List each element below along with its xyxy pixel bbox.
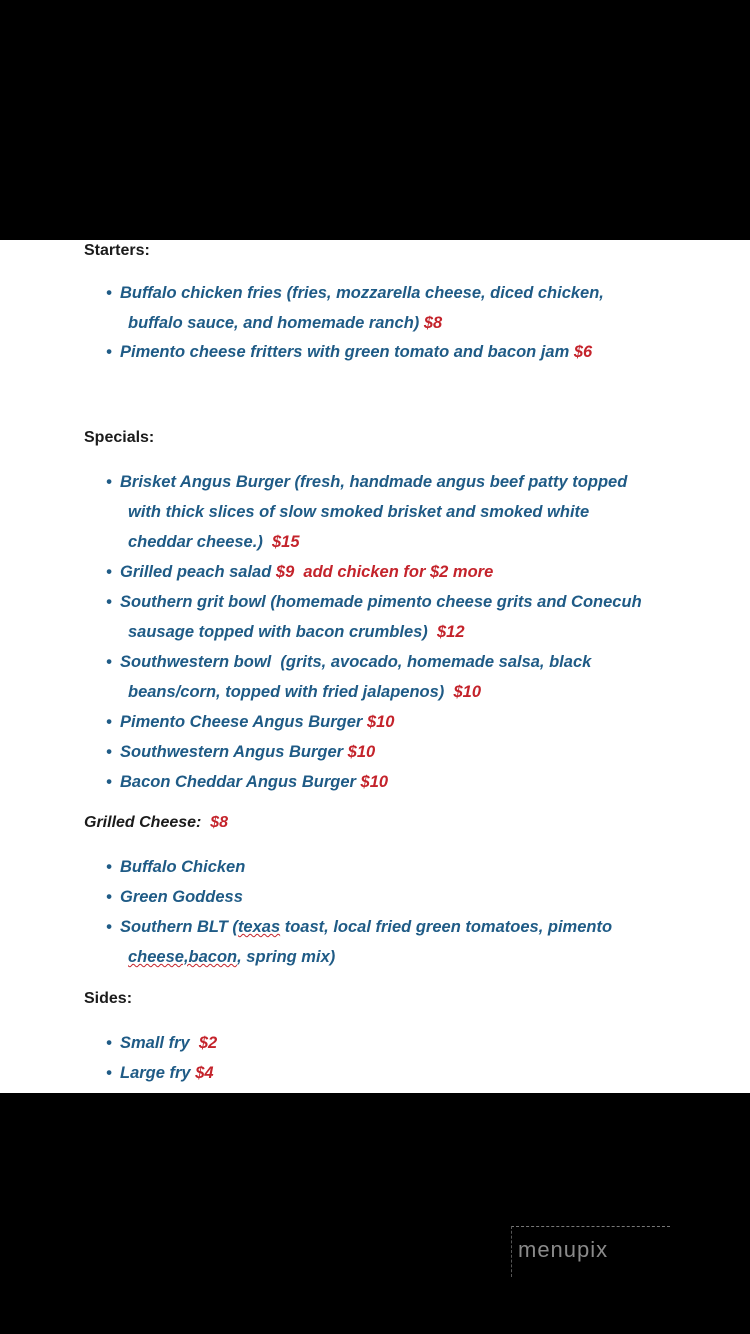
list-item: • Large fry $4 bbox=[106, 1064, 214, 1082]
list-item: • Small fry $2 bbox=[106, 1034, 218, 1052]
list-item: • Pimento Cheese Angus Burger $10 bbox=[106, 713, 395, 731]
list-item: • Southwestern bowl (grits, avocado, homemade salsa, black beans/corn, topped with fried jalapenos) $10 bbox=[106, 653, 592, 701]
specials-heading: Specials: bbox=[84, 429, 155, 446]
list-item: • Pimento cheese fritters with green tomato and bacon jam $6 bbox=[106, 343, 593, 362]
grilled-cheese-list bbox=[106, 852, 612, 972]
list-item: • Grilled peach salad $9 add chicken for $2 more bbox=[106, 563, 494, 581]
list-item: • Bacon Cheddar Angus Burger $10 bbox=[106, 773, 389, 791]
sides-list bbox=[106, 1028, 217, 1088]
grilled-cheese-heading: Grilled Cheese: $8 bbox=[84, 814, 229, 831]
list-item: • Southern BLT (texas toast, local fried green tomatoes, pimento cheese,bacon, spring mix) bbox=[106, 918, 613, 966]
list-item: • Southern grit bowl (homemade pimento cheese grits and Conecuh sausage topped with bacon crumbles) $12 bbox=[106, 593, 642, 641]
watermark-text: menupix bbox=[518, 1237, 609, 1262]
list-item: • Southwestern Angus Burger $10 bbox=[106, 743, 376, 761]
starters-list bbox=[106, 279, 604, 368]
list-item: • Buffalo Chicken bbox=[106, 858, 246, 876]
menupix-watermark bbox=[511, 1226, 670, 1277]
menu-page bbox=[0, 240, 750, 1093]
specials-list bbox=[106, 467, 642, 797]
list-item: • Green Goddess bbox=[106, 888, 243, 906]
list-item: • Buffalo chicken fries (fries, mozzarella cheese, diced chicken, buffalo sauce, and homemade ranch) $8 bbox=[106, 284, 604, 332]
starters-heading: Starters: bbox=[84, 242, 150, 259]
sides-heading: Sides: bbox=[84, 990, 133, 1007]
list-item: • Brisket Angus Burger (fresh, handmade angus beef patty topped with thick slices of slow smoked brisket and smoked white cheddar cheese.) $15 bbox=[106, 473, 628, 551]
